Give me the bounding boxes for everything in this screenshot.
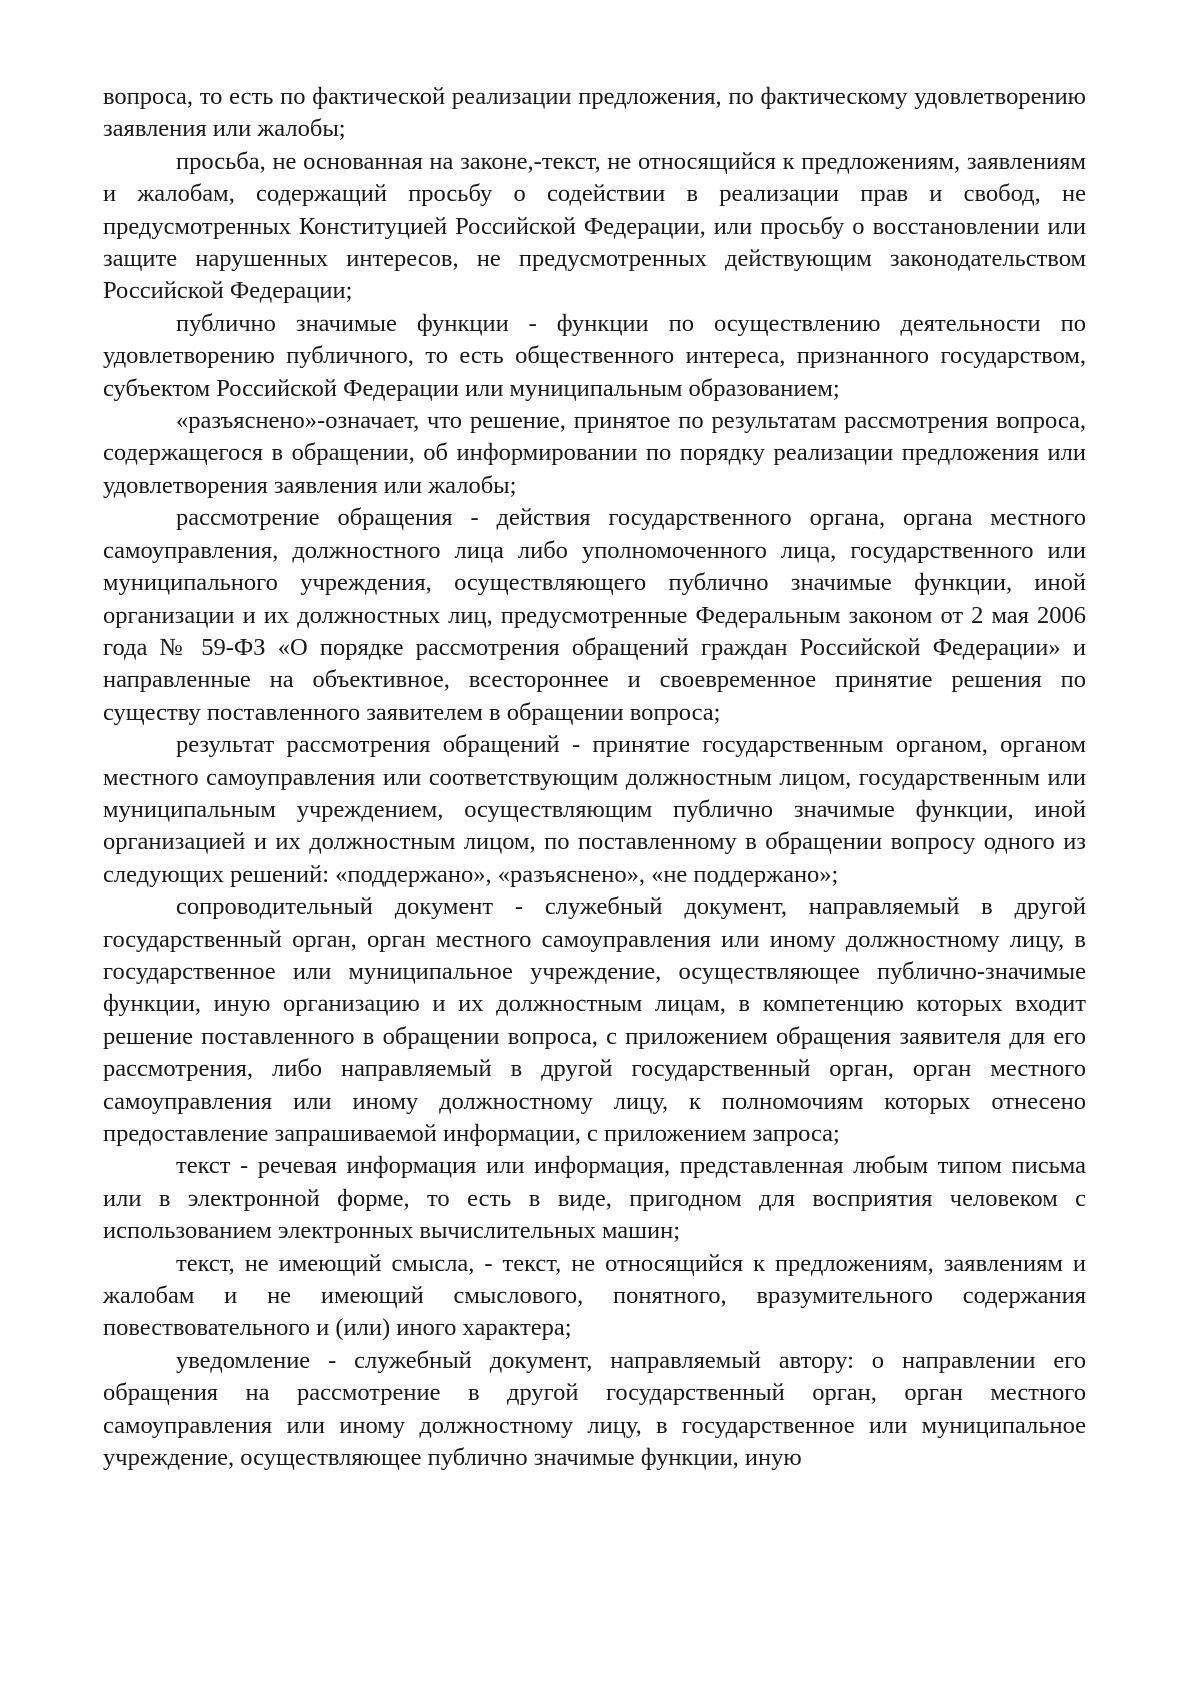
paragraph-definition-result: результат рассмотрения обращений - принятие государственным органом, органом местного самоуправления или соответствующим должностным лицом, государственным или муниципальным учреждением, осуществляющим публично значимые функции, иной организацией и их должностным лицом, по поставленному в обращении вопросу одного из следующих решений: «поддержано», «разъяснено», «не поддержано»; [103, 731, 1086, 888]
paragraph-definition-unlawful-request: просьба, не основанная на законе,-текст, не относящийся к предложениям, заявлениям и жалобам, содержащий просьбу о содействии в реализации прав и свобод, не предусмотренных Конституцией Российской Федерации, или просьбу о восстановлении или защите нарушенных интересов, не предусмотренных действующим законодательством Российской Федерации; [103, 147, 1086, 305]
paragraph-definition-public-functions: публично значимые функции - функции по осуществлению деятельности по удовлетворению публичного, то есть общественного интереса, признанного государством, субъектом Российской Федерации или муниципальным образованием; [103, 309, 1086, 402]
paragraph-continuation: вопроса, то есть по фактической реализации предложения, по фактическому удовлетворению заявления или жалобы; [103, 83, 1086, 143]
paragraph-definition-cover-document: сопроводительный документ - служебный документ, направляемый в другой государственный орган, орган местного самоуправления или иному должностному лицу, в государственное или муниципальное учреждение, осуществляющее публично-значимые функции, иную организацию и их должностным лицам, в компетенцию которых входит решение поставленного в обращении вопроса, с приложением обращения заявителя для его рассмотрения, либо направляемый в другой государственный орган, орган местного самоуправления или иному должностному лицу, к полномочиям которых отнесено предоставление запрашиваемой информации, с приложением запроса; [103, 893, 1086, 1147]
paragraph-definition-consideration: рассмотрение обращения - действия государственного органа, органа местного самоуправления, должностного лица либо уполномоченного лица, государственного или муниципального учреждения, осуществляющего публично значимые функции, иной организации и их должностных лиц, предусмотренные Федеральным законом от 2 мая 2006 года № 59-ФЗ «О порядке рассмотрения обращений граждан Российской Федерации» и направленные на объективное, всестороннее и своевременное принятие решения по существу поставленного заявителем в обращении вопроса; [103, 504, 1086, 726]
document-body [103, 81, 1086, 1474]
paragraph-definition-explained: «разъяснено»-означает, что решение, принятое по результатам рассмотрения вопроса, содержащегося в обращении, об информировании по порядку реализации предложения или удовлетворения заявления или жалобы; [103, 407, 1086, 499]
paragraph-definition-notification: уведомление - служебный документ, направляемый автору: о направлении его обращения на рассмотрение в другой государственный орган, орган местного самоуправления или иному должностному лицу, в государственное или муниципальное учреждение, осуществляющее публично значимые функции, иную [103, 1346, 1086, 1472]
paragraph-definition-text: текст - речевая информация или информация, представленная любым типом письма или в электронной форме, то есть в виде, пригодном для восприятия человеком с использованием электронных вычислительных машин; [103, 1152, 1086, 1245]
paragraph-definition-meaningless-text: текст, не имеющий смысла, - текст, не относящийся к предложениям, заявлениям и жалобам и не имеющий смыслового, понятного, вразумительного содержания повествовательного и (или) иного характера; [103, 1249, 1086, 1342]
